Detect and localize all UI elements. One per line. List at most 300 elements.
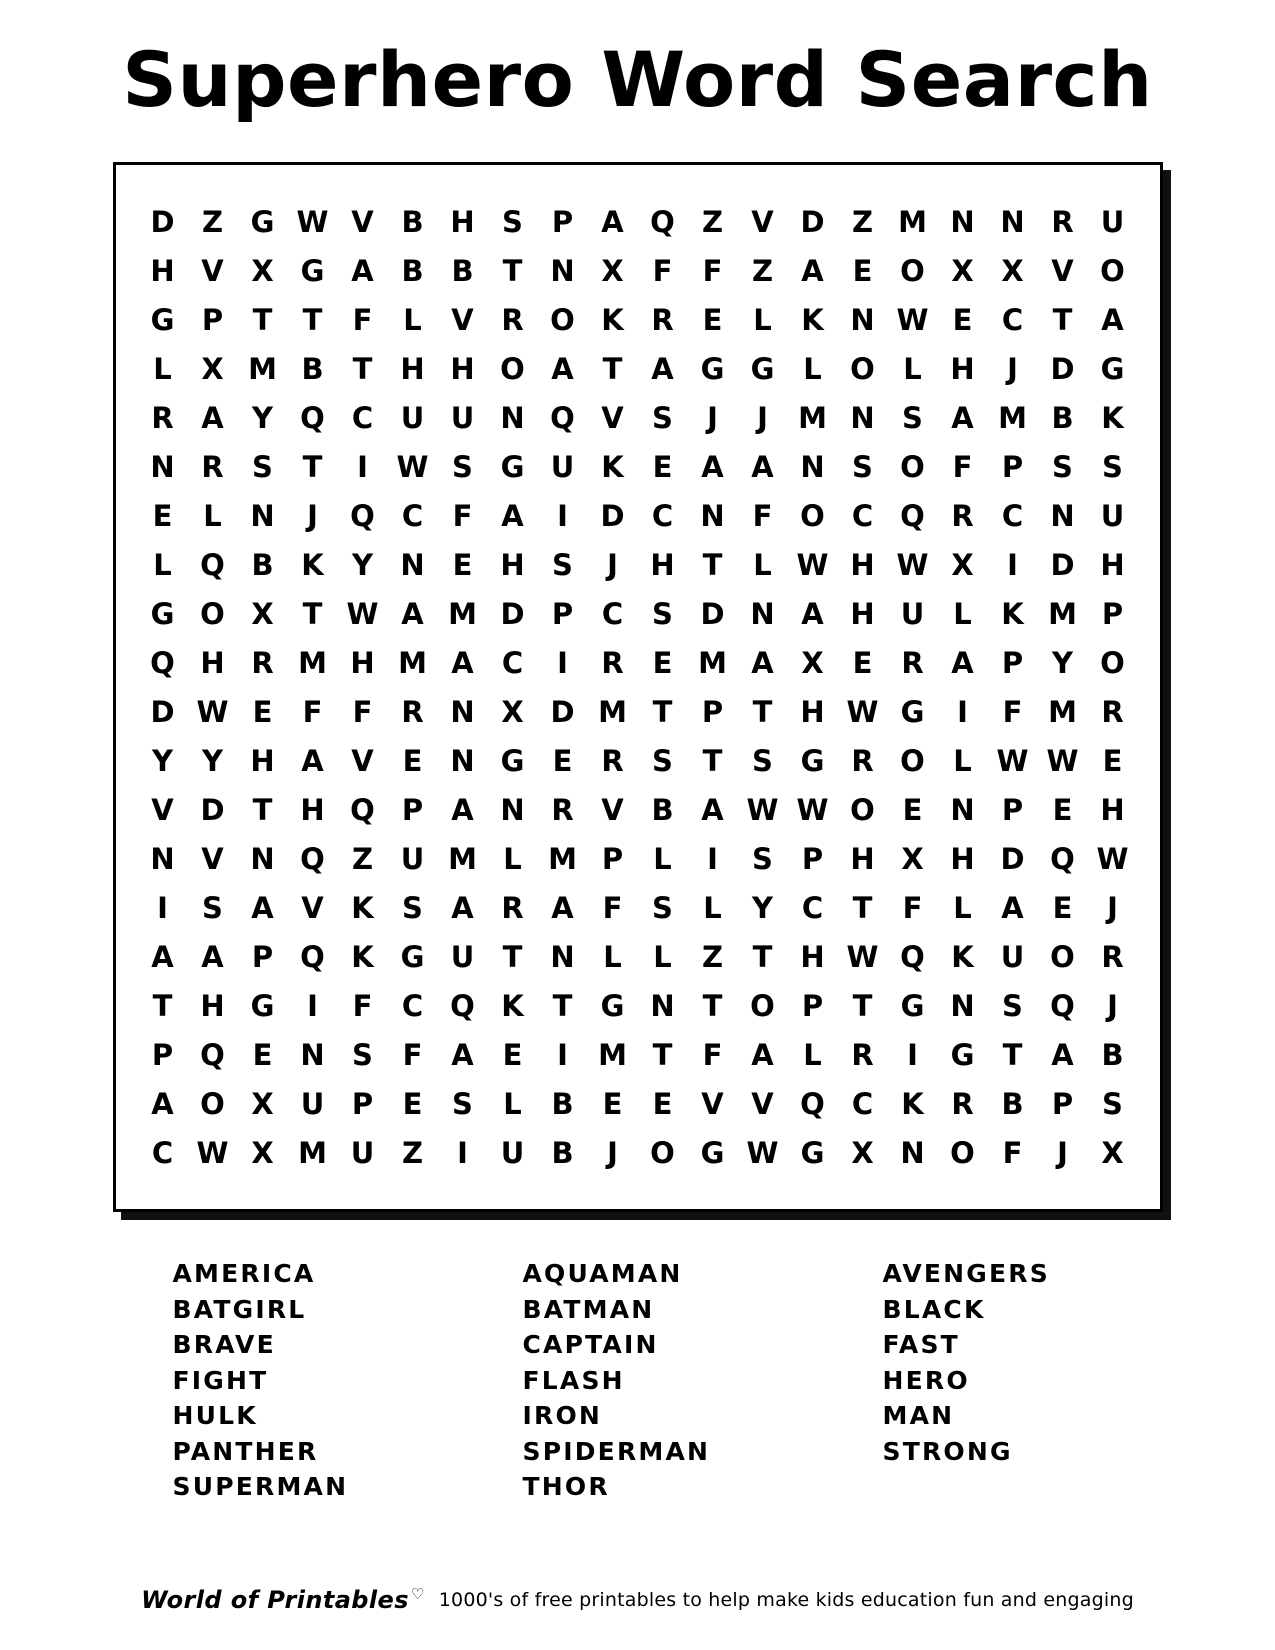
grid-cell: P [401, 792, 424, 827]
grid-cell: J [1107, 890, 1118, 925]
grid-cell: S [752, 841, 773, 876]
heart-icon: ♡ [410, 1585, 425, 1603]
grid-cell: S [352, 1037, 373, 1072]
grid-cell: A [251, 890, 274, 925]
grid-cell: B [401, 204, 424, 239]
grid-cell: U [400, 841, 425, 876]
grid-cell: O [850, 792, 875, 827]
grid-cell: R [501, 890, 524, 925]
grid-cell: A [151, 1086, 174, 1121]
grid-cell: O [1050, 939, 1075, 974]
grid-cell: F [702, 253, 723, 288]
grid-cell: U [550, 449, 575, 484]
grid-cell: D [200, 792, 225, 827]
grid-cell: A [751, 449, 774, 484]
grid-cell: B [1101, 1037, 1124, 1072]
grid-cell: G [900, 694, 925, 729]
grid-cell: U [1100, 204, 1125, 239]
grid-cell: N [150, 841, 175, 876]
grid-cell: O [850, 351, 875, 386]
grid-cell: A [301, 743, 324, 778]
grid-cell: J [307, 498, 318, 533]
grid-cell: L [653, 939, 672, 974]
grid-cell: N [950, 204, 975, 239]
grid-cell: G [300, 253, 325, 288]
grid-cell: C [1001, 498, 1024, 533]
grid-cell: G [400, 939, 425, 974]
word-list-item: AQUAMAN [522, 1259, 683, 1288]
grid-cell: B [651, 792, 674, 827]
grid-cell: G [150, 596, 175, 631]
grid-cell: C [851, 498, 874, 533]
word-list-item: HERO [882, 1365, 970, 1395]
grid-cell: O [1100, 645, 1125, 680]
grid-cell: A [351, 253, 374, 288]
grid-cell: T [652, 694, 673, 729]
grid-cell: F [602, 890, 623, 925]
grid-cell: H [250, 743, 275, 778]
grid-cell: T [852, 988, 873, 1023]
grid-row [138, 883, 1138, 932]
grid-cell: C [601, 596, 624, 631]
grid-cell: I [157, 890, 168, 925]
grid-cell: I [957, 694, 968, 729]
grid-cell: P [1001, 645, 1024, 680]
grid-cell: H [200, 988, 225, 1023]
grid-cell: A [451, 792, 474, 827]
word-list [163, 1256, 1113, 1505]
grid-cell: Q [350, 792, 375, 827]
grid-cell: T [652, 1037, 673, 1072]
grid-cell: E [652, 449, 673, 484]
grid-cell: S [252, 449, 273, 484]
grid-cell: A [701, 792, 724, 827]
grid-cell: G [600, 988, 625, 1023]
grid-cell: N [900, 1135, 925, 1170]
grid-cell: S [452, 449, 473, 484]
word-list-item: SPIDERMAN [522, 1436, 711, 1466]
grid-cell: H [450, 204, 475, 239]
grid-cell: T [752, 694, 773, 729]
grid-cell: K [801, 302, 824, 337]
grid-cell: T [852, 890, 873, 925]
grid-cell: X [201, 351, 224, 386]
page-title: Superhero Word Search [122, 35, 1153, 124]
grid-cell: E [1102, 743, 1123, 778]
grid-cell: M [548, 841, 577, 876]
grid-cell: A [951, 400, 974, 435]
grid-cell: A [451, 890, 474, 925]
grid-cell: E [552, 743, 573, 778]
grid-row [138, 687, 1138, 736]
grid-cell: O [750, 988, 775, 1023]
grid-cell: T [702, 743, 723, 778]
grid-row [138, 344, 1138, 393]
grid-cell: P [1051, 1086, 1074, 1121]
grid-cell: K [301, 547, 324, 582]
grid-cell: T [252, 792, 273, 827]
grid-cell: D [1000, 841, 1025, 876]
word-list-item: SUPERMAN [172, 1472, 349, 1501]
grid-cell: Y [252, 400, 273, 435]
grid-cell: N [800, 449, 825, 484]
grid-cell: E [652, 1086, 673, 1121]
grid-cell: N [700, 498, 725, 533]
grid-cell: V [301, 890, 324, 925]
grid-cell: L [153, 351, 172, 386]
grid-cell: K [351, 939, 374, 974]
grid-cell: A [451, 1037, 474, 1072]
grid-cell: A [751, 1037, 774, 1072]
grid-cell: B [301, 351, 324, 386]
grid-cell: V [201, 253, 224, 288]
grid-row [138, 785, 1138, 834]
grid-cell: U [300, 1086, 325, 1121]
grid-cell: W [196, 694, 229, 729]
grid-cell: H [200, 645, 225, 680]
grid-cell: L [403, 302, 422, 337]
word-list-item: CAPTAIN [522, 1330, 659, 1359]
grid-cell: R [1051, 204, 1074, 239]
grid-row [138, 442, 1138, 491]
grid-cell: C [401, 988, 424, 1023]
grid-cell: X [501, 694, 524, 729]
grid-cell: R [951, 498, 974, 533]
grid-cell: C [801, 890, 824, 925]
grid-cell: P [701, 694, 724, 729]
grid-cell: H [150, 253, 175, 288]
grid-cell: N [550, 253, 575, 288]
grid-cell: X [1001, 253, 1024, 288]
grid-cell: H [300, 792, 325, 827]
grid-cell: J [1057, 1135, 1068, 1170]
grid-cell: O [800, 498, 825, 533]
grid-cell: A [201, 939, 224, 974]
word-list-item: BATMAN [522, 1294, 655, 1324]
grid-cell: Q [550, 400, 575, 435]
grid-cell: H [1100, 547, 1125, 582]
grid-cell: F [402, 1037, 423, 1072]
grid-cell: W [396, 449, 429, 484]
grid-cell: M [598, 694, 627, 729]
grid-cell: B [1051, 400, 1074, 435]
grid-cell: V [601, 400, 624, 435]
grid-cell: P [351, 1086, 374, 1121]
grid-cell: W [846, 939, 879, 974]
grid-cell: M [398, 645, 427, 680]
grid-cell: F [352, 302, 373, 337]
grid-cell: N [550, 939, 575, 974]
grid-cell: E [252, 694, 273, 729]
grid-cell: T [152, 988, 173, 1023]
grid-cell: N [950, 792, 975, 827]
word-list-column-2 [523, 1256, 883, 1505]
grid-cell: U [450, 400, 475, 435]
grid-cell: K [1001, 596, 1024, 631]
grid-cell: U [1000, 939, 1025, 974]
grid-cell: W [896, 547, 929, 582]
grid-cell: E [1052, 792, 1073, 827]
word-list-item: PANTHER [172, 1436, 319, 1466]
grid-cell: M [598, 1037, 627, 1072]
grid-cell: T [302, 302, 323, 337]
grid-cell: M [898, 204, 927, 239]
grid-cell: F [902, 890, 923, 925]
grid-cell: U [1100, 498, 1125, 533]
grid-cell: R [251, 645, 274, 680]
grid-cell: T [702, 988, 723, 1023]
grid-cell: Q [300, 939, 325, 974]
grid-cell: N [1050, 498, 1075, 533]
grid-cell: Q [150, 645, 175, 680]
grid-cell: I [907, 1037, 918, 1072]
grid-cell: T [1002, 1037, 1023, 1072]
grid-cell: Y [152, 743, 173, 778]
word-list-column-3 [883, 1256, 1113, 1505]
word-list-item: FIGHT [172, 1365, 269, 1395]
word-list-item: AVENGERS [882, 1259, 1050, 1288]
grid-cell: P [801, 841, 824, 876]
grid-cell: Q [900, 498, 925, 533]
grid-cell: M [1048, 694, 1077, 729]
grid-cell: S [1002, 988, 1023, 1023]
grid-cell: T [502, 939, 523, 974]
grid-cell: O [950, 1135, 975, 1170]
grid-cell: V [201, 841, 224, 876]
grid-cell: P [1001, 449, 1024, 484]
grid-cell: A [1101, 302, 1124, 337]
grid-cell: S [502, 204, 523, 239]
letter-grid [138, 197, 1138, 1177]
grid-cell: N [250, 498, 275, 533]
grid-cell: W [746, 1135, 779, 1170]
grid-cell: Q [300, 841, 325, 876]
grid-cell: G [500, 743, 525, 778]
grid-cell: L [753, 302, 772, 337]
grid-row [138, 736, 1138, 785]
grid-cell: I [457, 1135, 468, 1170]
grid-cell: A [151, 939, 174, 974]
grid-cell: I [1007, 547, 1018, 582]
grid-cell: G [950, 1037, 975, 1072]
grid-cell: P [1001, 792, 1024, 827]
word-list-item: IRON [522, 1401, 603, 1430]
grid-cell: H [650, 547, 675, 582]
grid-cell: S [652, 890, 673, 925]
word-list-item: BLACK [882, 1294, 986, 1324]
grid-cell: U [400, 400, 425, 435]
word-search-grid-container [113, 162, 1163, 1212]
word-list-item: FLASH [522, 1365, 625, 1395]
grid-cell: D [1050, 547, 1075, 582]
grid-cell: N [500, 792, 525, 827]
grid-cell: R [651, 302, 674, 337]
grid-cell: E [402, 1086, 423, 1121]
grid-cell: A [551, 890, 574, 925]
grid-cell: R [851, 743, 874, 778]
word-list-item: FAST [882, 1330, 960, 1359]
grid-cell: A [701, 449, 724, 484]
grid-cell: V [751, 1086, 774, 1121]
grid-cell: W [996, 743, 1029, 778]
grid-cell: P [201, 302, 224, 337]
grid-row [138, 295, 1138, 344]
grid-cell: N [650, 988, 675, 1023]
grid-cell: N [500, 400, 525, 435]
grid-cell: S [1102, 449, 1123, 484]
grid-cell: G [150, 302, 175, 337]
grid-cell: S [652, 596, 673, 631]
grid-cell: U [350, 1135, 375, 1170]
grid-cell: Y [202, 743, 223, 778]
grid-cell: N [850, 302, 875, 337]
grid-cell: D [1050, 351, 1075, 386]
grid-cell: M [998, 400, 1027, 435]
grid-cell: A [751, 645, 774, 680]
grid-cell: L [953, 890, 972, 925]
grid-cell: H [850, 596, 875, 631]
grid-cell: N [300, 1037, 325, 1072]
grid-cell: B [551, 1086, 574, 1121]
grid-cell: P [551, 596, 574, 631]
grid-cell: G [700, 1135, 725, 1170]
grid-cell: R [601, 645, 624, 680]
grid-row [138, 834, 1138, 883]
grid-cell: R [601, 743, 624, 778]
grid-cell: V [1051, 253, 1074, 288]
grid-cell: L [703, 890, 722, 925]
grid-cell: O [1100, 253, 1125, 288]
grid-cell: S [452, 1086, 473, 1121]
grid-cell: K [1101, 400, 1124, 435]
grid-cell: S [652, 743, 673, 778]
grid-cell: X [801, 645, 824, 680]
grid-cell: Z [201, 204, 224, 239]
grid-cell: I [307, 988, 318, 1023]
grid-cell: Z [851, 204, 874, 239]
grid-cell: C [851, 1086, 874, 1121]
grid-cell: M [298, 645, 327, 680]
grid-cell: G [750, 351, 775, 386]
grid-cell: Q [300, 400, 325, 435]
grid-box [113, 162, 1163, 1212]
grid-row [138, 540, 1138, 589]
grid-cell: W [796, 792, 829, 827]
grid-cell: F [352, 694, 373, 729]
grid-cell: Z [401, 1135, 424, 1170]
grid-cell: V [451, 302, 474, 337]
grid-cell: P [1101, 596, 1124, 631]
grid-cell: D [800, 204, 825, 239]
grid-cell: M [248, 351, 277, 386]
grid-cell: I [707, 841, 718, 876]
grid-cell: R [151, 400, 174, 435]
grid-cell: G [800, 743, 825, 778]
grid-cell: L [603, 939, 622, 974]
grid-cell: Z [701, 939, 724, 974]
grid-cell: Q [1050, 841, 1075, 876]
grid-cell: P [601, 841, 624, 876]
grid-row [138, 491, 1138, 540]
grid-cell: F [702, 1037, 723, 1072]
grid-cell: L [803, 351, 822, 386]
grid-cell: Q [350, 498, 375, 533]
grid-cell: A [551, 351, 574, 386]
grid-cell: A [451, 645, 474, 680]
grid-cell: M [1048, 596, 1077, 631]
grid-cell: M [298, 1135, 327, 1170]
grid-cell: M [448, 596, 477, 631]
grid-cell: L [653, 841, 672, 876]
grid-cell: E [502, 1037, 523, 1072]
grid-cell: F [1002, 1135, 1023, 1170]
grid-cell: A [201, 400, 224, 435]
grid-cell: R [551, 792, 574, 827]
grid-cell: D [550, 694, 575, 729]
grid-cell: F [1002, 694, 1023, 729]
grid-cell: F [752, 498, 773, 533]
footer [0, 1585, 1275, 1614]
grid-cell: G [250, 988, 275, 1023]
grid-cell: K [951, 939, 974, 974]
grid-cell: F [952, 449, 973, 484]
grid-cell: E [902, 792, 923, 827]
grid-cell: J [707, 400, 718, 435]
grid-cell: E [652, 645, 673, 680]
brand-logo [141, 1585, 425, 1614]
grid-cell: F [302, 694, 323, 729]
grid-cell: O [900, 743, 925, 778]
grid-cell: Z [351, 841, 374, 876]
grid-cell: R [951, 1086, 974, 1121]
grid-cell: D [500, 596, 525, 631]
grid-row [138, 246, 1138, 295]
grid-cell: T [302, 449, 323, 484]
grid-cell: F [352, 988, 373, 1023]
grid-cell: E [952, 302, 973, 337]
grid-cell: W [896, 302, 929, 337]
grid-cell: T [502, 253, 523, 288]
grid-cell: X [251, 596, 274, 631]
grid-cell: D [150, 204, 175, 239]
grid-cell: Q [800, 1086, 825, 1121]
grid-cell: T [352, 351, 373, 386]
grid-cell: X [901, 841, 924, 876]
grid-cell: J [1007, 351, 1018, 386]
grid-cell: L [953, 743, 972, 778]
grid-cell: T [1052, 302, 1073, 337]
footer-tagline: 1000's of free printables to help make kids education fun and engaging [438, 1588, 1134, 1611]
grid-cell: X [251, 1086, 274, 1121]
grid-cell: L [153, 547, 172, 582]
grid-cell: G [900, 988, 925, 1023]
grid-row [138, 638, 1138, 687]
grid-cell: A [801, 596, 824, 631]
grid-cell: A [401, 596, 424, 631]
grid-cell: S [402, 890, 423, 925]
grid-cell: H [400, 351, 425, 386]
grid-row [138, 589, 1138, 638]
grid-cell: S [1052, 449, 1073, 484]
grid-cell: N [450, 743, 475, 778]
word-list-item: AMERICA [172, 1259, 316, 1288]
grid-cell: T [552, 988, 573, 1023]
grid-row [138, 1030, 1138, 1079]
grid-cell: L [903, 351, 922, 386]
grid-cell: S [1102, 1086, 1123, 1121]
grid-cell: I [357, 449, 368, 484]
grid-cell: J [1107, 988, 1118, 1023]
